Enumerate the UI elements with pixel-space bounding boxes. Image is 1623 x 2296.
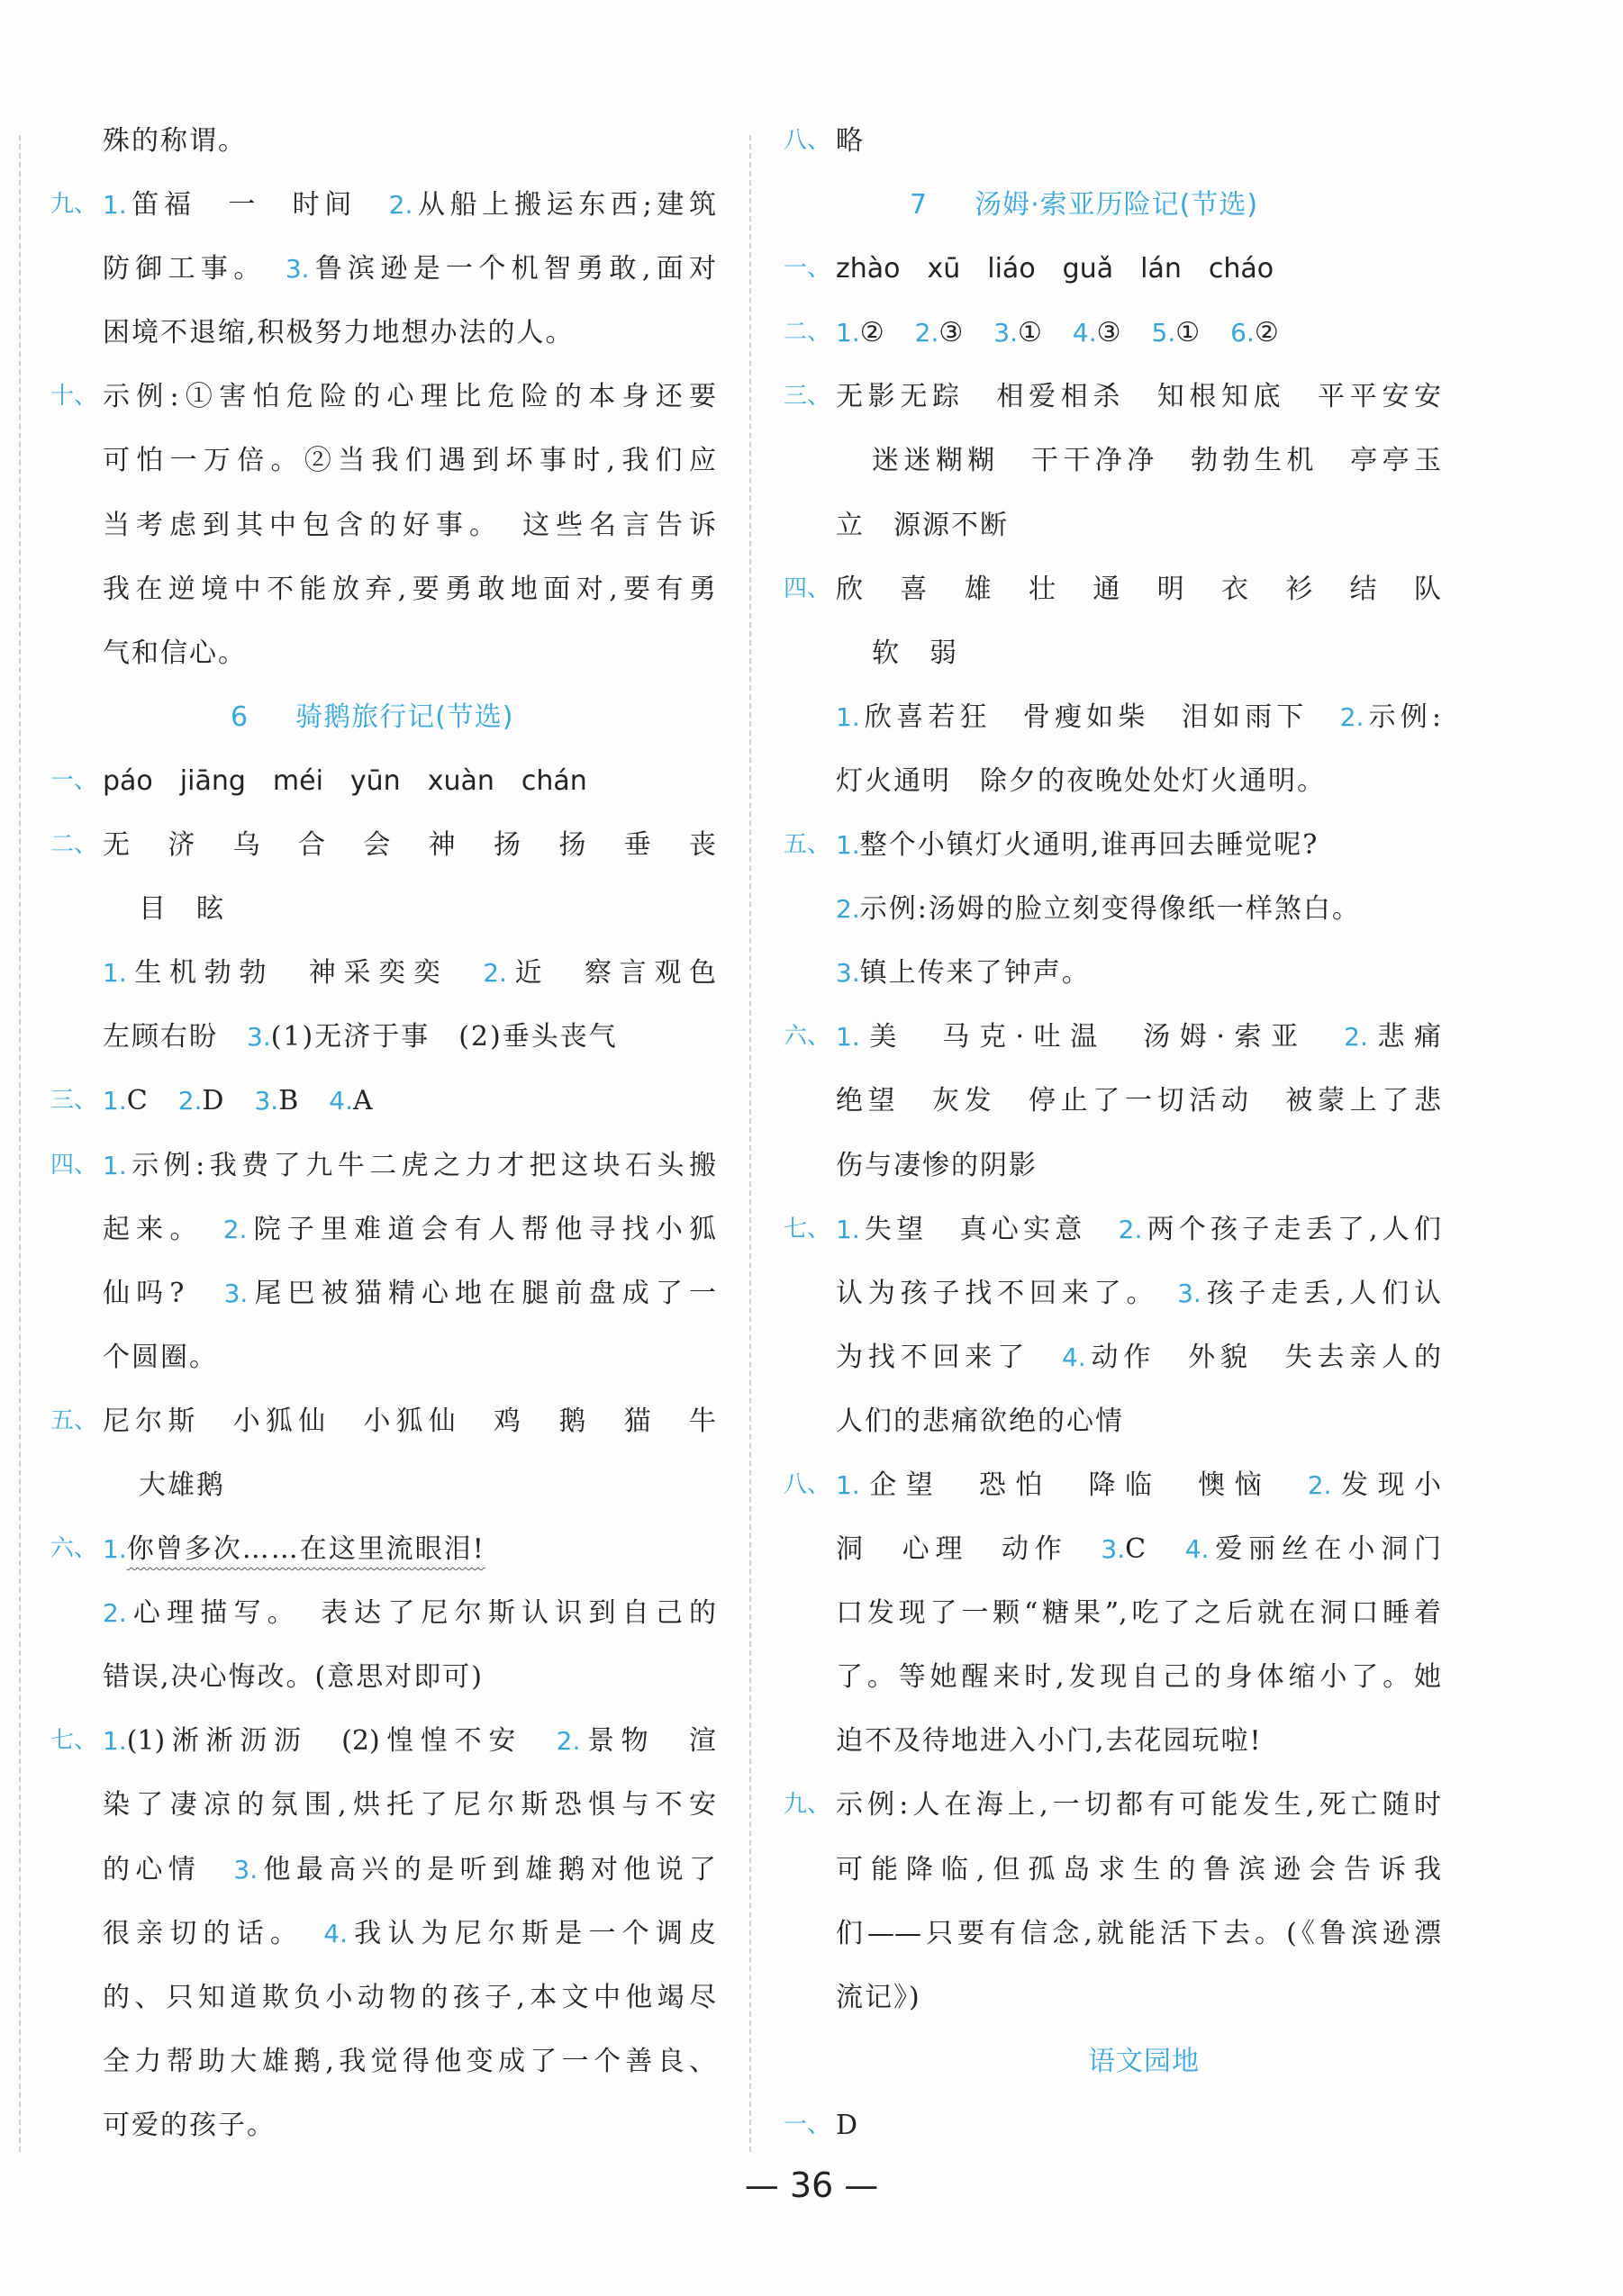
question-number-label: 三、	[784, 383, 831, 411]
answer-line	[103, 429, 716, 493]
answer-line	[784, 2093, 1441, 2157]
answer-line	[836, 1838, 1441, 1902]
answer-text: 洞 心理 动作	[836, 1533, 1102, 1566]
answer-line	[836, 1517, 1441, 1581]
answer-text: 我在逆境中不能放弃,要勇敢地面对,要有勇	[103, 573, 716, 605]
answer-line	[836, 493, 1441, 557]
answer-line	[103, 1645, 716, 1709]
question-number-label: 一、	[784, 2111, 831, 2138]
sub-question-number: 4.	[329, 1086, 353, 1116]
answer-text: D	[202, 1085, 255, 1117]
sub-question-number: 1.	[103, 1086, 127, 1116]
sub-question-number: 2.	[1344, 1022, 1368, 1053]
answer-line	[50, 1709, 716, 1773]
answer-line	[784, 1453, 1442, 1517]
sub-question-number: 2.	[914, 318, 939, 348]
answer-text: 孩子走丢,人们认	[1201, 1277, 1441, 1309]
section-heading	[836, 173, 1441, 237]
answer-line	[784, 301, 1441, 365]
answer-text: 们——只要有信念,就能活下去。(《鲁滨逊漂	[836, 1917, 1441, 1949]
answer-line	[103, 1581, 716, 1645]
lesson-title: 语文园地	[1088, 2045, 1200, 2077]
question-number-label: 一、	[784, 255, 831, 283]
answer-line	[836, 1069, 1441, 1133]
answer-text: 失望 真心实意	[859, 1213, 1119, 1245]
sub-question-number: 2.	[1118, 1214, 1143, 1244]
question-number-label: 四、	[50, 1151, 98, 1179]
sub-question-number: 2.	[1307, 1469, 1332, 1500]
answer-text: 镇上传来了钟声。	[859, 957, 1091, 990]
answer-line	[103, 557, 716, 621]
sub-question-number: 1.	[836, 830, 860, 861]
answer-text: 为找不回来了	[836, 1341, 1062, 1373]
sub-question-number: 2.	[556, 1726, 581, 1757]
sub-question-number: 1.	[836, 1214, 860, 1244]
question-number-label: 五、	[784, 831, 831, 859]
answer-line	[103, 301, 716, 365]
answer-text: ①	[1017, 317, 1073, 349]
answer-text: 了。等她醒来时,发现自己的身体缩小了。她	[836, 1661, 1441, 1694]
answer-line	[103, 1261, 716, 1325]
sub-question-number: 1.	[103, 958, 127, 989]
answer-text: 欣 喜 雄 壮 通 明 衣 衫 结 队	[836, 573, 1441, 605]
section-heading	[836, 2029, 1441, 2093]
sub-question-number: 3.	[1177, 1278, 1201, 1308]
answer-line	[784, 557, 1441, 621]
answer-line	[784, 813, 1441, 877]
lesson-title: 汤姆·索亚历险记(节选)	[975, 189, 1259, 221]
answer-text: 略	[836, 125, 865, 157]
answer-text: D	[836, 2109, 860, 2141]
answer-line	[836, 429, 1441, 493]
answer-text: 目 眩	[139, 893, 225, 926]
sub-question-number: 3.	[254, 1086, 279, 1116]
answer-text: 伤与凄惨的阴影	[836, 1149, 1038, 1181]
answer-line	[103, 1838, 716, 1902]
answer-text: 软 弱	[872, 637, 958, 669]
answer-line	[836, 1902, 1441, 1966]
answer-text: 发现小	[1331, 1469, 1442, 1501]
answer-text: A	[352, 1085, 375, 1117]
answer-line	[784, 365, 1441, 429]
answer-line	[103, 493, 716, 557]
answer-text: 示例:①害怕危险的心理比危险的本身还要	[103, 381, 716, 413]
sub-question-number: 3.	[285, 254, 310, 285]
answer-line	[836, 685, 1441, 749]
answer-line	[50, 1069, 716, 1133]
answer-text: 的心情	[103, 1853, 234, 1885]
lesson-title: 骑鹅旅行记(节选)	[295, 701, 514, 733]
answer-line	[836, 749, 1441, 813]
answer-text: 的、只知道欺负小动物的孩子,本文中他竭尽	[103, 1981, 716, 2013]
sub-question-number: 1.	[103, 1534, 127, 1565]
sub-question-number: 4.	[1072, 318, 1097, 348]
sub-question-number: 3.	[247, 1022, 271, 1053]
answer-text: 立 源源不断	[836, 509, 1009, 541]
section-heading	[103, 685, 716, 749]
answer-line	[784, 109, 1441, 173]
page-number: — 36 —	[744, 2165, 879, 2205]
sub-question-number: 2.	[103, 1598, 127, 1629]
sub-question-number: 1.	[836, 318, 860, 348]
question-number-label: 六、	[50, 1535, 98, 1563]
answer-text: ③	[938, 317, 994, 349]
answer-text: 尾巴被猫精心地在腿前盘成了一	[248, 1277, 716, 1309]
answer-line	[836, 1134, 1441, 1198]
answer-text: 院子里难道会有人帮他寻找小狐	[247, 1213, 717, 1245]
answer-line	[103, 1325, 716, 1389]
answer-line	[103, 941, 716, 1005]
answer-text: 气和信心。	[103, 637, 247, 669]
question-number-label: 十、	[50, 383, 98, 411]
question-number-label: 四、	[784, 574, 831, 602]
answer-line	[103, 1198, 716, 1261]
answer-line	[836, 1966, 1441, 2029]
answer-text: 企望 恐怕 降临 懊恼	[859, 1469, 1308, 1501]
answer-text: 可能降临,但孤岛求生的鲁滨逊会告诉我	[836, 1853, 1441, 1885]
sub-question-number: 2.	[483, 958, 507, 989]
answer-text: 认为孩子找不回来了。	[836, 1277, 1178, 1309]
sub-question-number: 1.	[836, 1469, 860, 1500]
answer-text: 悲痛	[1367, 1021, 1442, 1053]
sub-question-number: 1.	[836, 1022, 860, 1053]
answer-text: 欣喜若狂 骨瘦如柴 泪如雨下	[859, 701, 1340, 733]
answer-text: C	[126, 1085, 178, 1117]
answer-text: 示例:人在海上,一切都有可能发生,死亡随时	[836, 1789, 1441, 1821]
sub-question-number: 3.	[223, 1278, 249, 1308]
sub-question-number: 4.	[1184, 1534, 1210, 1565]
answer-line	[784, 1005, 1442, 1069]
answer-line	[103, 109, 716, 173]
answer-text: 人们的悲痛欲绝的心情	[836, 1405, 1124, 1437]
answer-line	[103, 1902, 716, 1966]
answer-text: 殊的称谓。	[103, 125, 247, 157]
answer-line	[784, 237, 1441, 301]
question-number-label: 三、	[50, 1087, 98, 1115]
answer-text: ①	[1175, 317, 1231, 349]
lesson-number: 6	[231, 701, 249, 733]
pinyin-answers: zhào xū liáo guǎ lán cháo	[836, 253, 1274, 285]
answer-line	[103, 1453, 716, 1517]
answer-text: 两个孩子走丢了,人们	[1142, 1213, 1441, 1245]
question-number-label: 九、	[784, 1791, 831, 1819]
answer-line	[836, 1261, 1441, 1325]
answer-text: 无影无踪 相爱相杀 知根知底 平平安安	[836, 381, 1441, 413]
sub-question-number: 1.	[103, 190, 127, 221]
sub-question-number: 2.	[1339, 701, 1365, 732]
answer-text: 示例:	[1364, 701, 1442, 733]
answer-text: 近 察言观色	[506, 957, 717, 990]
answer-line	[103, 877, 716, 941]
sub-question-number: 1.	[836, 701, 860, 732]
answer-text: 可怕一万倍。②当我们遇到坏事时,我们应	[103, 445, 716, 477]
answer-line	[50, 1134, 716, 1198]
question-number-label: 二、	[50, 831, 98, 859]
answer-text: 当考虑到其中包含的好事。 这些名言告诉	[103, 509, 716, 541]
answer-line	[836, 1581, 1441, 1645]
sub-question-number: 4.	[1061, 1342, 1086, 1372]
answer-text: 左顾右盼	[103, 1021, 247, 1053]
answer-line	[103, 1773, 716, 1837]
answer-line	[784, 1198, 1441, 1261]
answer-text: (1)无济于事 (2)垂头丧气	[270, 1021, 618, 1053]
answer-text: 仙吗?	[103, 1277, 224, 1309]
answer-text: ③	[1096, 317, 1152, 349]
answer-text: 防御工事。	[103, 253, 286, 285]
answer-text: 动作 外貌 失去亲人的	[1085, 1341, 1442, 1373]
lesson-number: 7	[910, 189, 929, 221]
answer-text: 笛福 一 时间	[126, 189, 389, 221]
sub-question-number: 1.	[103, 1726, 127, 1757]
answer-line	[836, 1389, 1441, 1453]
answer-text: 个圆圈。	[103, 1341, 218, 1373]
answer-text: 流记》)	[836, 1981, 921, 2013]
answer-text: 示例:我费了九牛二虎之力才把这块石头搬	[126, 1149, 716, 1181]
answer-text: 整个小镇灯火通明,谁再回去睡觉呢?	[859, 829, 1319, 862]
answer-text: 鲁滨逊是一个机智勇敢,面对	[309, 253, 716, 285]
answer-line	[50, 813, 716, 877]
answer-text: 从船上搬运东西;建筑	[413, 189, 717, 221]
answer-text: 灯火通明 除夕的夜晚处处灯火通明。	[836, 764, 1326, 797]
question-number-label: 一、	[50, 766, 98, 794]
answer-line	[836, 877, 1441, 941]
answer-text: 口发现了一颗“糖果”,吃了之后就在洞口睡着	[836, 1597, 1441, 1630]
answer-text: 迫不及待地进入小门,去花园玩啦!	[836, 1725, 1263, 1758]
answer-text: 很亲切的话。	[103, 1917, 324, 1949]
answer-text: 景物 渲	[580, 1725, 716, 1758]
answer-text: ②	[859, 317, 915, 349]
answer-line	[50, 1389, 716, 1453]
answer-line	[836, 1325, 1441, 1389]
left-answer-column	[50, 109, 717, 2157]
question-number-label: 六、	[784, 1023, 831, 1051]
sub-question-number: 5.	[1151, 318, 1176, 348]
sub-question-number: 3.	[993, 318, 1018, 348]
sub-question-number: 2.	[222, 1214, 248, 1244]
sub-question-number: 3.	[1101, 1534, 1126, 1565]
answer-text: 大雄鹅	[139, 1469, 225, 1501]
sub-question-number: 6.	[1230, 318, 1255, 348]
answer-text: (1)淅淅沥沥 (2)惶惶不安	[126, 1725, 557, 1758]
pinyin-answers: páo jiāng méi yūn xuàn chán	[103, 764, 587, 797]
answer-text: 示例:汤姆的脸立刻变得像纸一样煞白。	[859, 893, 1361, 926]
question-number-label: 五、	[50, 1406, 98, 1434]
answer-text: 迷迷糊糊 干干净净 勃勃生机 亭亭玉	[872, 445, 1441, 477]
question-number-label: 二、	[784, 319, 831, 347]
answer-text: 我认为尼尔斯是一个调皮	[348, 1917, 717, 1949]
question-number-label: 九、	[50, 191, 98, 219]
answer-line	[103, 621, 716, 685]
answer-line	[50, 1517, 716, 1581]
answer-text: ②	[1254, 317, 1281, 349]
answer-line	[103, 237, 716, 301]
sub-question-number: 3.	[233, 1854, 258, 1885]
answer-line	[103, 1966, 716, 2029]
left-margin-divider	[19, 135, 21, 2152]
answer-text: 生机勃勃 神采奕奕	[126, 957, 484, 990]
answer-line	[836, 621, 1441, 685]
answer-text: 全力帮助大雄鹅,我觉得他变成了一个善良、	[103, 2045, 716, 2077]
question-number-label: 八、	[784, 127, 831, 154]
sub-question-number: 1.	[103, 1150, 127, 1180]
answer-text: 可爱的孩子。	[103, 2109, 276, 2141]
answer-text: 尼尔斯 小狐仙 小狐仙 鸡 鹅 猫 牛	[103, 1405, 716, 1437]
answer-line	[103, 2029, 716, 2093]
answer-text: 心理描写。 表达了尼尔斯认识到自己的	[126, 1597, 716, 1630]
answer-text: 染了凄凉的氛围,烘托了尼尔斯恐惧与不安	[103, 1789, 716, 1821]
sub-question-number: 2.	[388, 190, 413, 221]
answer-text: 错误,决心悔改。(意思对即可)	[103, 1661, 484, 1694]
answer-text: 美 马克·吐温 汤姆·索亚	[859, 1021, 1345, 1053]
column-divider	[749, 135, 751, 2152]
question-number-label: 七、	[50, 1727, 98, 1755]
answer-line	[836, 1645, 1441, 1709]
answer-line	[50, 365, 716, 429]
answer-line	[836, 1709, 1441, 1773]
question-number-label: 八、	[784, 1470, 831, 1498]
answer-text: 起来。	[103, 1213, 223, 1245]
answer-text: C	[1125, 1533, 1185, 1566]
sub-question-number: 4.	[323, 1918, 348, 1948]
wavy-underlined-answer: 你曾多次……在这里流眼泪!	[126, 1533, 485, 1566]
answer-text: 绝望 灰发 停止了一切活动 被蒙上了悲	[836, 1085, 1441, 1117]
answer-text: 他最高兴的是听到雄鹅对他说了	[258, 1853, 717, 1885]
answer-text: 无 济 乌 合 会 神 扬 扬 垂 丧	[103, 829, 716, 862]
sub-question-number: 3.	[836, 958, 860, 989]
answer-line	[103, 2093, 716, 2157]
sub-question-number: 2.	[836, 894, 860, 925]
answer-line	[50, 749, 716, 813]
answer-line	[784, 1773, 1441, 1837]
answer-text: 困境不退缩,积极努力地想办法的人。	[103, 317, 575, 349]
answer-text: 爱丽丝在小洞门	[1209, 1533, 1442, 1566]
answer-line	[103, 1005, 716, 1069]
answer-line	[50, 173, 717, 237]
right-answer-column	[784, 109, 1442, 2157]
sub-question-number: 2.	[177, 1086, 203, 1116]
answer-line	[836, 941, 1441, 1005]
question-number-label: 七、	[784, 1215, 831, 1243]
answer-text: B	[278, 1085, 330, 1117]
